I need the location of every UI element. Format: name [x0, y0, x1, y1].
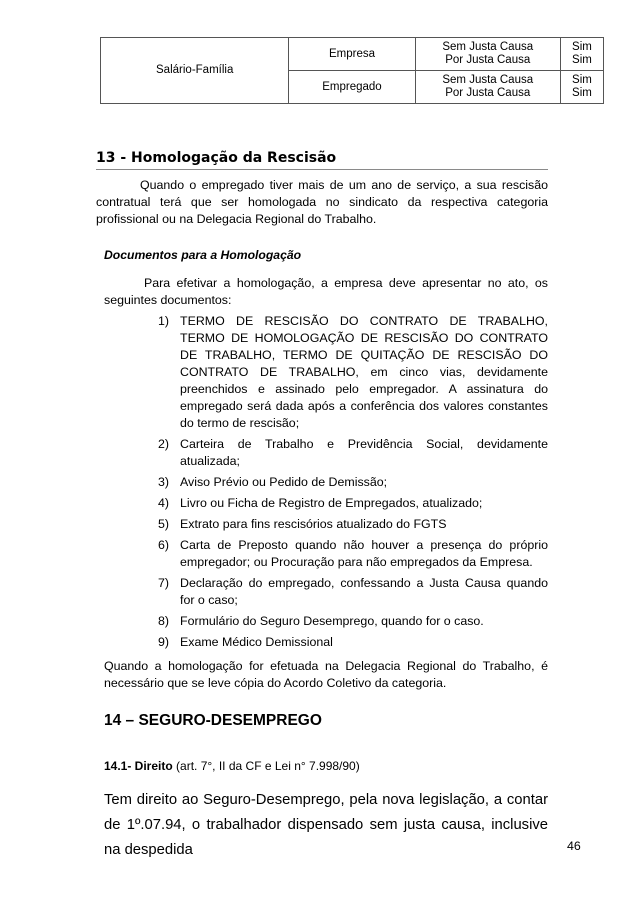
answers-cell — [560, 71, 603, 104]
section-14-paragraph: Tem direito ao Seguro-Desemprego, pela nova legislação, a contar de 1º.07.94, o trabalhador dispensado sem justa causa, inclusive na despedida — [104, 792, 548, 858]
party-cell: Empregado — [289, 71, 415, 104]
documents-list — [150, 313, 548, 655]
documents-intro: Para efetivar a homologação, a empresa deve apresentar no ato, os seguintes documentos: — [104, 276, 548, 307]
item-number: 3) — [158, 475, 170, 489]
item-text: Aviso Prévio ou Pedido de Demissão; — [180, 475, 388, 489]
item-text: Livro ou Ficha de Registro de Empregados, atualizado; — [180, 496, 483, 510]
section-13-paragraph: Quando o empregado tiver mais de um ano de serviço, a sua rescisão contratual terá que ser homologada no sindicato da respectiva categoria profissional ou na Delegacia Regional do Trabalho. — [96, 178, 548, 226]
list-item — [150, 436, 548, 470]
item-text: Extrato para fins rescisórios atualizado do FGTS — [180, 517, 447, 531]
answer-text: Sim — [572, 54, 592, 66]
item-number: 9) — [158, 635, 170, 649]
item-text: TERMO DE RESCISÃO DO CONTRATO DE TRABALHO, TERMO DE HOMOLOGAÇÃO DE RESCISÃO DO CONTRATO DE TRABALHO, TERMO DE QUITAÇÃO DE RESCISÃO DO CONTRATO DE TRABALHO, em cinco vias, devidamente preenchidos e assinado pelo empregador. A assinatura do empregado será dada após a conferência dos valores constantes do termo de rescisão; — [180, 314, 548, 430]
subsection-14-1-reference: (art. 7°, II da CF e Lei n° 7.998/90) — [172, 759, 360, 773]
answers-cell — [560, 38, 603, 71]
section-14-title: 14 – SEGURO-DESEMPREGO — [104, 712, 322, 729]
cause-text: Sem Justa Causa — [442, 41, 534, 53]
subsection-14-1 — [104, 759, 360, 773]
documents-heading: Documentos para a Homologação — [104, 248, 302, 262]
list-item — [150, 575, 548, 609]
list-item — [150, 474, 548, 491]
item-text: Carta de Preposto quando não houver a presença do próprio empregador; ou Procuração para não empregados da Empresa. — [180, 538, 548, 569]
item-text: Exame Médico Demissional — [180, 635, 333, 649]
benefit-cell: Salário-Família — [101, 38, 289, 104]
party-cell: Empresa — [289, 38, 415, 71]
item-text: Declaração do empregado, confessando a Justa Causa quando for o caso; — [180, 576, 548, 607]
item-number: 6) — [158, 538, 170, 552]
answer-text: Sim — [572, 74, 592, 86]
cause-text: Por Justa Causa — [445, 54, 531, 66]
subsection-14-1-label: 14.1- Direito — [104, 759, 173, 773]
cause-text: Por Justa Causa — [445, 87, 531, 99]
item-number: 5) — [158, 517, 170, 531]
answer-text: Sim — [572, 41, 592, 53]
answer-text: Sim — [572, 87, 592, 99]
causes-cell — [415, 38, 560, 71]
section-13-title: 13 - Homologação da Rescisão — [96, 150, 548, 170]
list-item — [150, 516, 548, 533]
item-number: 2) — [158, 437, 170, 451]
page-number: 46 — [567, 839, 581, 853]
list-item — [150, 613, 548, 630]
list-item — [150, 313, 548, 432]
item-text: Formulário do Seguro Desemprego, quando for o caso. — [180, 614, 484, 628]
item-number: 1) — [158, 314, 170, 328]
item-number: 8) — [158, 614, 170, 628]
benefit-table — [100, 37, 604, 104]
item-text: Carteira de Trabalho e Previdência Social, devidamente atualizada; — [180, 437, 548, 468]
list-item — [150, 495, 548, 512]
homologation-note: Quando a homologação for efetuada na Delegacia Regional do Trabalho, é necessário que se leve cópia do Acordo Coletivo da categoria. — [104, 659, 548, 690]
list-item — [150, 634, 548, 651]
list-item — [150, 537, 548, 571]
table-row — [101, 38, 604, 71]
item-number: 4) — [158, 496, 170, 510]
causes-cell — [415, 71, 560, 104]
item-number: 7) — [158, 576, 170, 590]
cause-text: Sem Justa Causa — [442, 74, 534, 86]
